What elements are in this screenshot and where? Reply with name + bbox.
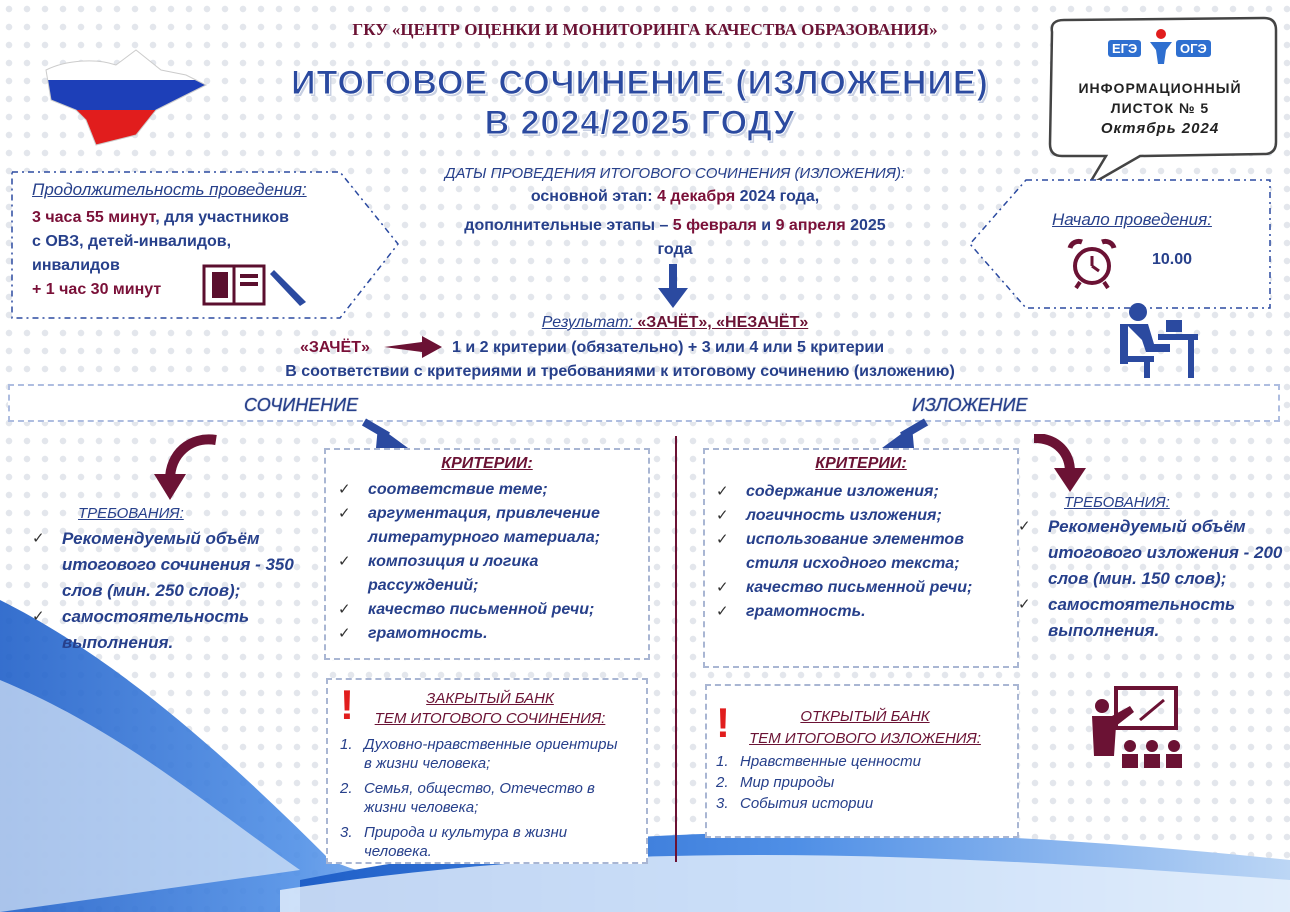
essay-req-title: ТРЕБОВАНИЯ: xyxy=(78,505,184,522)
essay-crit-item: ✓ соответствие теме; xyxy=(334,478,650,502)
essay-bank-line2: ТЕМ ИТОГОВОГО СОЧИНЕНИЯ: xyxy=(374,710,606,727)
essay-crit-arrow xyxy=(362,418,410,452)
teacher-board-icon xyxy=(1090,686,1190,776)
essay-bank-line1: ЗАКРЫТЫЙ БАНК xyxy=(426,690,554,707)
essay-crit-item: ✓ качество письменной речи; xyxy=(334,598,650,622)
essay-req-arrow xyxy=(150,434,220,504)
duration-text2: с ОВЗ, детей-инвалидов, xyxy=(32,233,232,250)
page-title-line2: В 2024/2025 ГОДУ xyxy=(484,104,796,142)
badge-line1: ИНФОРМАЦИОННЫЙ xyxy=(1078,80,1242,96)
essay-topic-item: 2. Семья, общество, Отечество в жизни человека; xyxy=(340,780,595,816)
logo-left: ЕГЭ xyxy=(1108,40,1141,57)
start-time: 10.00 xyxy=(1152,251,1193,268)
essay-req-list xyxy=(28,526,298,656)
essay-req-item: ✓ Рекомендуемый объём итогового сочинения - 350 слов (мин. 250 слов); xyxy=(28,526,298,604)
essay-crit-list xyxy=(334,478,650,646)
essay-heading: СОЧИНЕНИЕ xyxy=(244,395,359,415)
logo-figure xyxy=(1148,28,1174,64)
summary-req-item: ✓ Рекомендуемый объём итогового изложения - 200 слов (мин. 150 слов); xyxy=(1014,514,1286,592)
exclamation-icon: ! xyxy=(716,699,730,746)
duration-text1: , для участников xyxy=(155,209,289,226)
dates-main-date: 4 декабря xyxy=(657,188,736,205)
dates-main-label: основной этап: xyxy=(530,188,658,205)
summary-topic-item: 2. Мир природы xyxy=(716,774,835,791)
pass-rule: 1 и 2 критерии (обязательно) + 3 или 4 или 5 критерии xyxy=(452,339,885,356)
summary-crit-item: ✓ использование элементов стиля исходного текста; xyxy=(712,528,1012,576)
pass-arrow xyxy=(384,336,444,358)
summary-crit-item: ✓ содержание изложения; xyxy=(712,480,1012,504)
summary-req-arrow xyxy=(1030,434,1090,494)
summary-crit-item: ✓ грамотность. xyxy=(712,600,1012,624)
result-line xyxy=(380,314,970,332)
duration-time: 3 часа 55 минут xyxy=(32,209,156,226)
exclamation-icon: ! xyxy=(340,681,354,728)
start-frame xyxy=(968,178,1273,310)
dates-extra-label: дополнительные этапы – xyxy=(464,217,673,234)
result-value: «ЗАЧЁТ», «НЕЗАЧЁТ» xyxy=(632,314,809,331)
essay-topic-item: 1. Духовно-нравственные ориентиры в жизни человека; xyxy=(340,736,618,772)
summary-crit-item: ✓ качество письменной речи; xyxy=(712,576,1012,600)
logo-right: ОГЭ xyxy=(1176,40,1211,57)
badge-line3: Октябрь 2024 xyxy=(1100,120,1220,137)
org-name: ГКУ «ЦЕНТР ОЦЕНКИ И МОНИТОРИНГА КАЧЕСТВА ОБРАЗОВАНИЯ» xyxy=(352,20,938,39)
essay-crit-item: ✓ грамотность. xyxy=(334,622,650,646)
summary-heading: ИЗЛОЖЕНИЕ xyxy=(912,395,1028,415)
summary-req-title: ТРЕБОВАНИЯ: xyxy=(1064,494,1170,511)
crimea-flag-map xyxy=(36,40,216,150)
duration-text3: инвалидов xyxy=(32,257,120,274)
badge-line2: ЛИСТОК № 5 xyxy=(1110,100,1210,116)
dates-extra xyxy=(380,214,970,262)
dates-extra-date1: 5 февраля xyxy=(672,217,757,234)
center-divider xyxy=(675,436,677,862)
summary-req-list xyxy=(1014,514,1286,644)
summary-crit-item: ✓ логичность изложения; xyxy=(712,504,1012,528)
duration-title: Продолжительность проведения: xyxy=(32,180,307,199)
summary-topic-item: 3. События истории xyxy=(716,795,874,812)
down-arrow xyxy=(658,264,688,310)
duration-extra: + 1 час 30 минут xyxy=(32,281,162,298)
summary-crit-arrow xyxy=(880,418,928,452)
book-pencil-icon xyxy=(200,262,312,308)
summary-bank-line1: ОТКРЫТЫЙ БАНК xyxy=(800,708,930,725)
summary-crit-title: КРИТЕРИИ: xyxy=(815,455,907,472)
summary-req-item: ✓ самостоятельность выполнения. xyxy=(1014,592,1286,644)
start-title: Начало проведения: xyxy=(1052,210,1212,229)
ege-oge-logo xyxy=(1108,28,1220,68)
result-note: В соответствии с критериями и требованиями к итоговому сочинению (изложению) xyxy=(285,363,955,380)
desk-person-icon xyxy=(1114,300,1200,380)
summary-topics xyxy=(716,752,1006,813)
essay-topics xyxy=(340,735,625,861)
summary-bank-line2: ТЕМ ИТОГОВОГО ИЗЛОЖЕНИЯ: xyxy=(749,730,981,747)
essay-req-item: ✓ самостоятельность выполнения. xyxy=(28,604,298,656)
dates-main xyxy=(380,188,970,206)
dates-extra-mid: и xyxy=(756,217,776,234)
summary-topic-item: 1. Нравственные ценности xyxy=(716,753,922,770)
essay-crit-item: ✓ композиция и логика рассуждений; xyxy=(334,550,650,598)
dates-extra-tail: 2025 xyxy=(845,217,886,234)
section-band xyxy=(8,384,1280,422)
alarm-clock-icon xyxy=(1066,238,1118,290)
summary-crit-list xyxy=(712,480,1012,624)
essay-crit-item: ✓ аргументация, привлечение литературного материала; xyxy=(334,502,650,550)
dates-title: ДАТЫ ПРОВЕДЕНИЯ ИТОГОВОГО СОЧИНЕНИЯ (ИЗЛОЖЕНИЯ): xyxy=(444,165,906,182)
dates-main-tail: 2024 года, xyxy=(735,188,820,205)
page-title-line1: ИТОГОВОЕ СОЧИНЕНИЕ (ИЗЛОЖЕНИЕ) xyxy=(291,64,989,102)
pass-label: «ЗАЧЁТ» xyxy=(300,339,370,356)
result-label: Результат: xyxy=(541,314,633,331)
dates-extra-tail2: года xyxy=(657,241,693,258)
essay-crit-title: КРИТЕРИИ: xyxy=(441,455,533,472)
essay-topic-item: 3. Природа и культура в жизни человека. xyxy=(340,824,568,860)
dates-extra-date2: 9 апреля xyxy=(775,217,846,234)
